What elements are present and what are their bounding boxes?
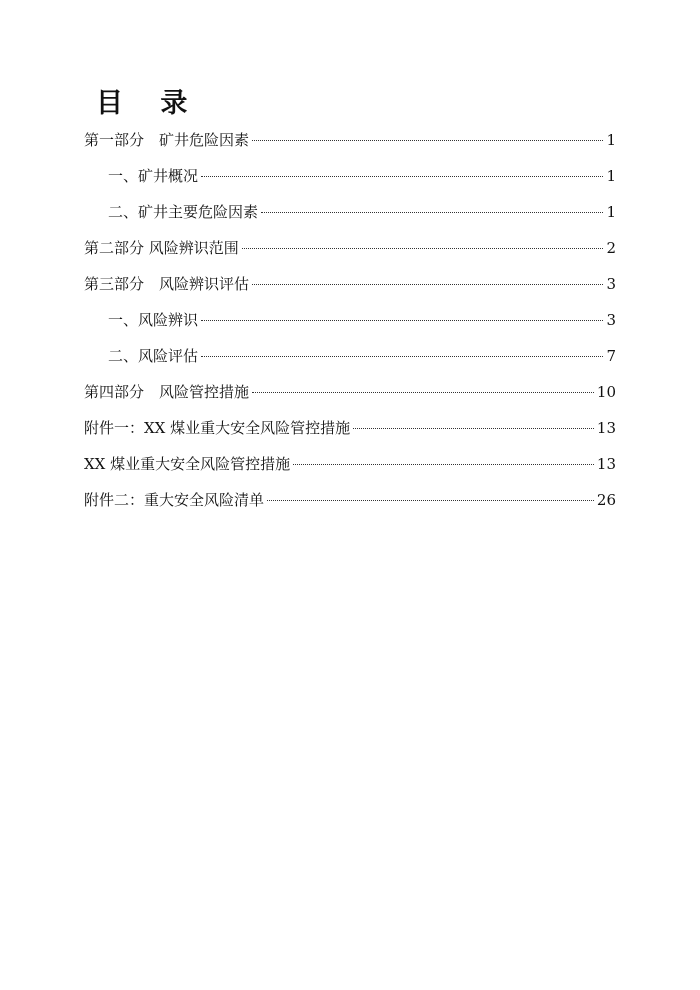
toc-entry-label: XX 煤业重大安全风险管控措施 xyxy=(84,455,291,473)
toc-page-number: 1 xyxy=(606,203,616,221)
toc-page-number: 1 xyxy=(606,167,616,185)
toc-page-number: 3 xyxy=(606,275,616,293)
toc-entry-label: 第二部分 风险辨识范围 xyxy=(84,239,239,257)
toc-dot-leader xyxy=(252,284,603,285)
toc-entry[interactable] xyxy=(84,344,616,380)
toc-entry[interactable] xyxy=(84,488,616,524)
toc-entry[interactable] xyxy=(84,128,616,164)
toc-entry[interactable] xyxy=(84,236,616,272)
toc-dot-leader xyxy=(267,500,594,501)
toc-entry-label: 第一部分 矿井危险因素 xyxy=(84,131,250,149)
toc-entry-label: 二、风险评估 xyxy=(108,347,199,365)
toc-page-number: 13 xyxy=(596,455,616,473)
toc-entry[interactable] xyxy=(84,416,616,452)
toc-entry[interactable] xyxy=(84,200,616,236)
toc-page-number: 10 xyxy=(596,383,616,401)
toc-dot-leader xyxy=(242,248,604,249)
toc-dot-leader xyxy=(353,428,594,429)
toc-page-number: 2 xyxy=(606,239,616,257)
toc-entry[interactable] xyxy=(84,308,616,344)
toc-page-number: 7 xyxy=(606,347,616,365)
toc-dot-leader xyxy=(201,320,603,321)
toc-page-number: 13 xyxy=(596,419,616,437)
table-of-contents xyxy=(84,128,616,524)
toc-dot-leader xyxy=(201,356,603,357)
toc-page-number: 26 xyxy=(596,491,616,509)
toc-entry[interactable] xyxy=(84,164,616,200)
toc-entry-label: 一、风险辨识 xyxy=(108,311,199,329)
toc-title: 目 录 xyxy=(96,88,202,119)
toc-entry-label: 附件一：XX 煤业重大安全风险管控措施 xyxy=(84,419,351,437)
toc-dot-leader xyxy=(293,464,594,465)
toc-dot-leader xyxy=(261,212,603,213)
toc-entry[interactable] xyxy=(84,452,616,488)
toc-dot-leader xyxy=(252,392,594,393)
toc-entry[interactable] xyxy=(84,272,616,308)
toc-entry[interactable] xyxy=(84,380,616,416)
toc-entry-label: 二、矿井主要危险因素 xyxy=(108,203,259,221)
toc-entry-label: 第三部分 风险辨识评估 xyxy=(84,275,250,293)
toc-page-number: 1 xyxy=(606,131,616,149)
toc-dot-leader xyxy=(201,176,603,177)
toc-entry-label: 附件二：重大安全风险清单 xyxy=(84,491,265,509)
toc-entry-label: 第四部分 风险管控措施 xyxy=(84,383,250,401)
toc-dot-leader xyxy=(252,140,603,141)
toc-page-number: 3 xyxy=(606,311,616,329)
toc-entry-label: 一、矿井概况 xyxy=(108,167,199,185)
